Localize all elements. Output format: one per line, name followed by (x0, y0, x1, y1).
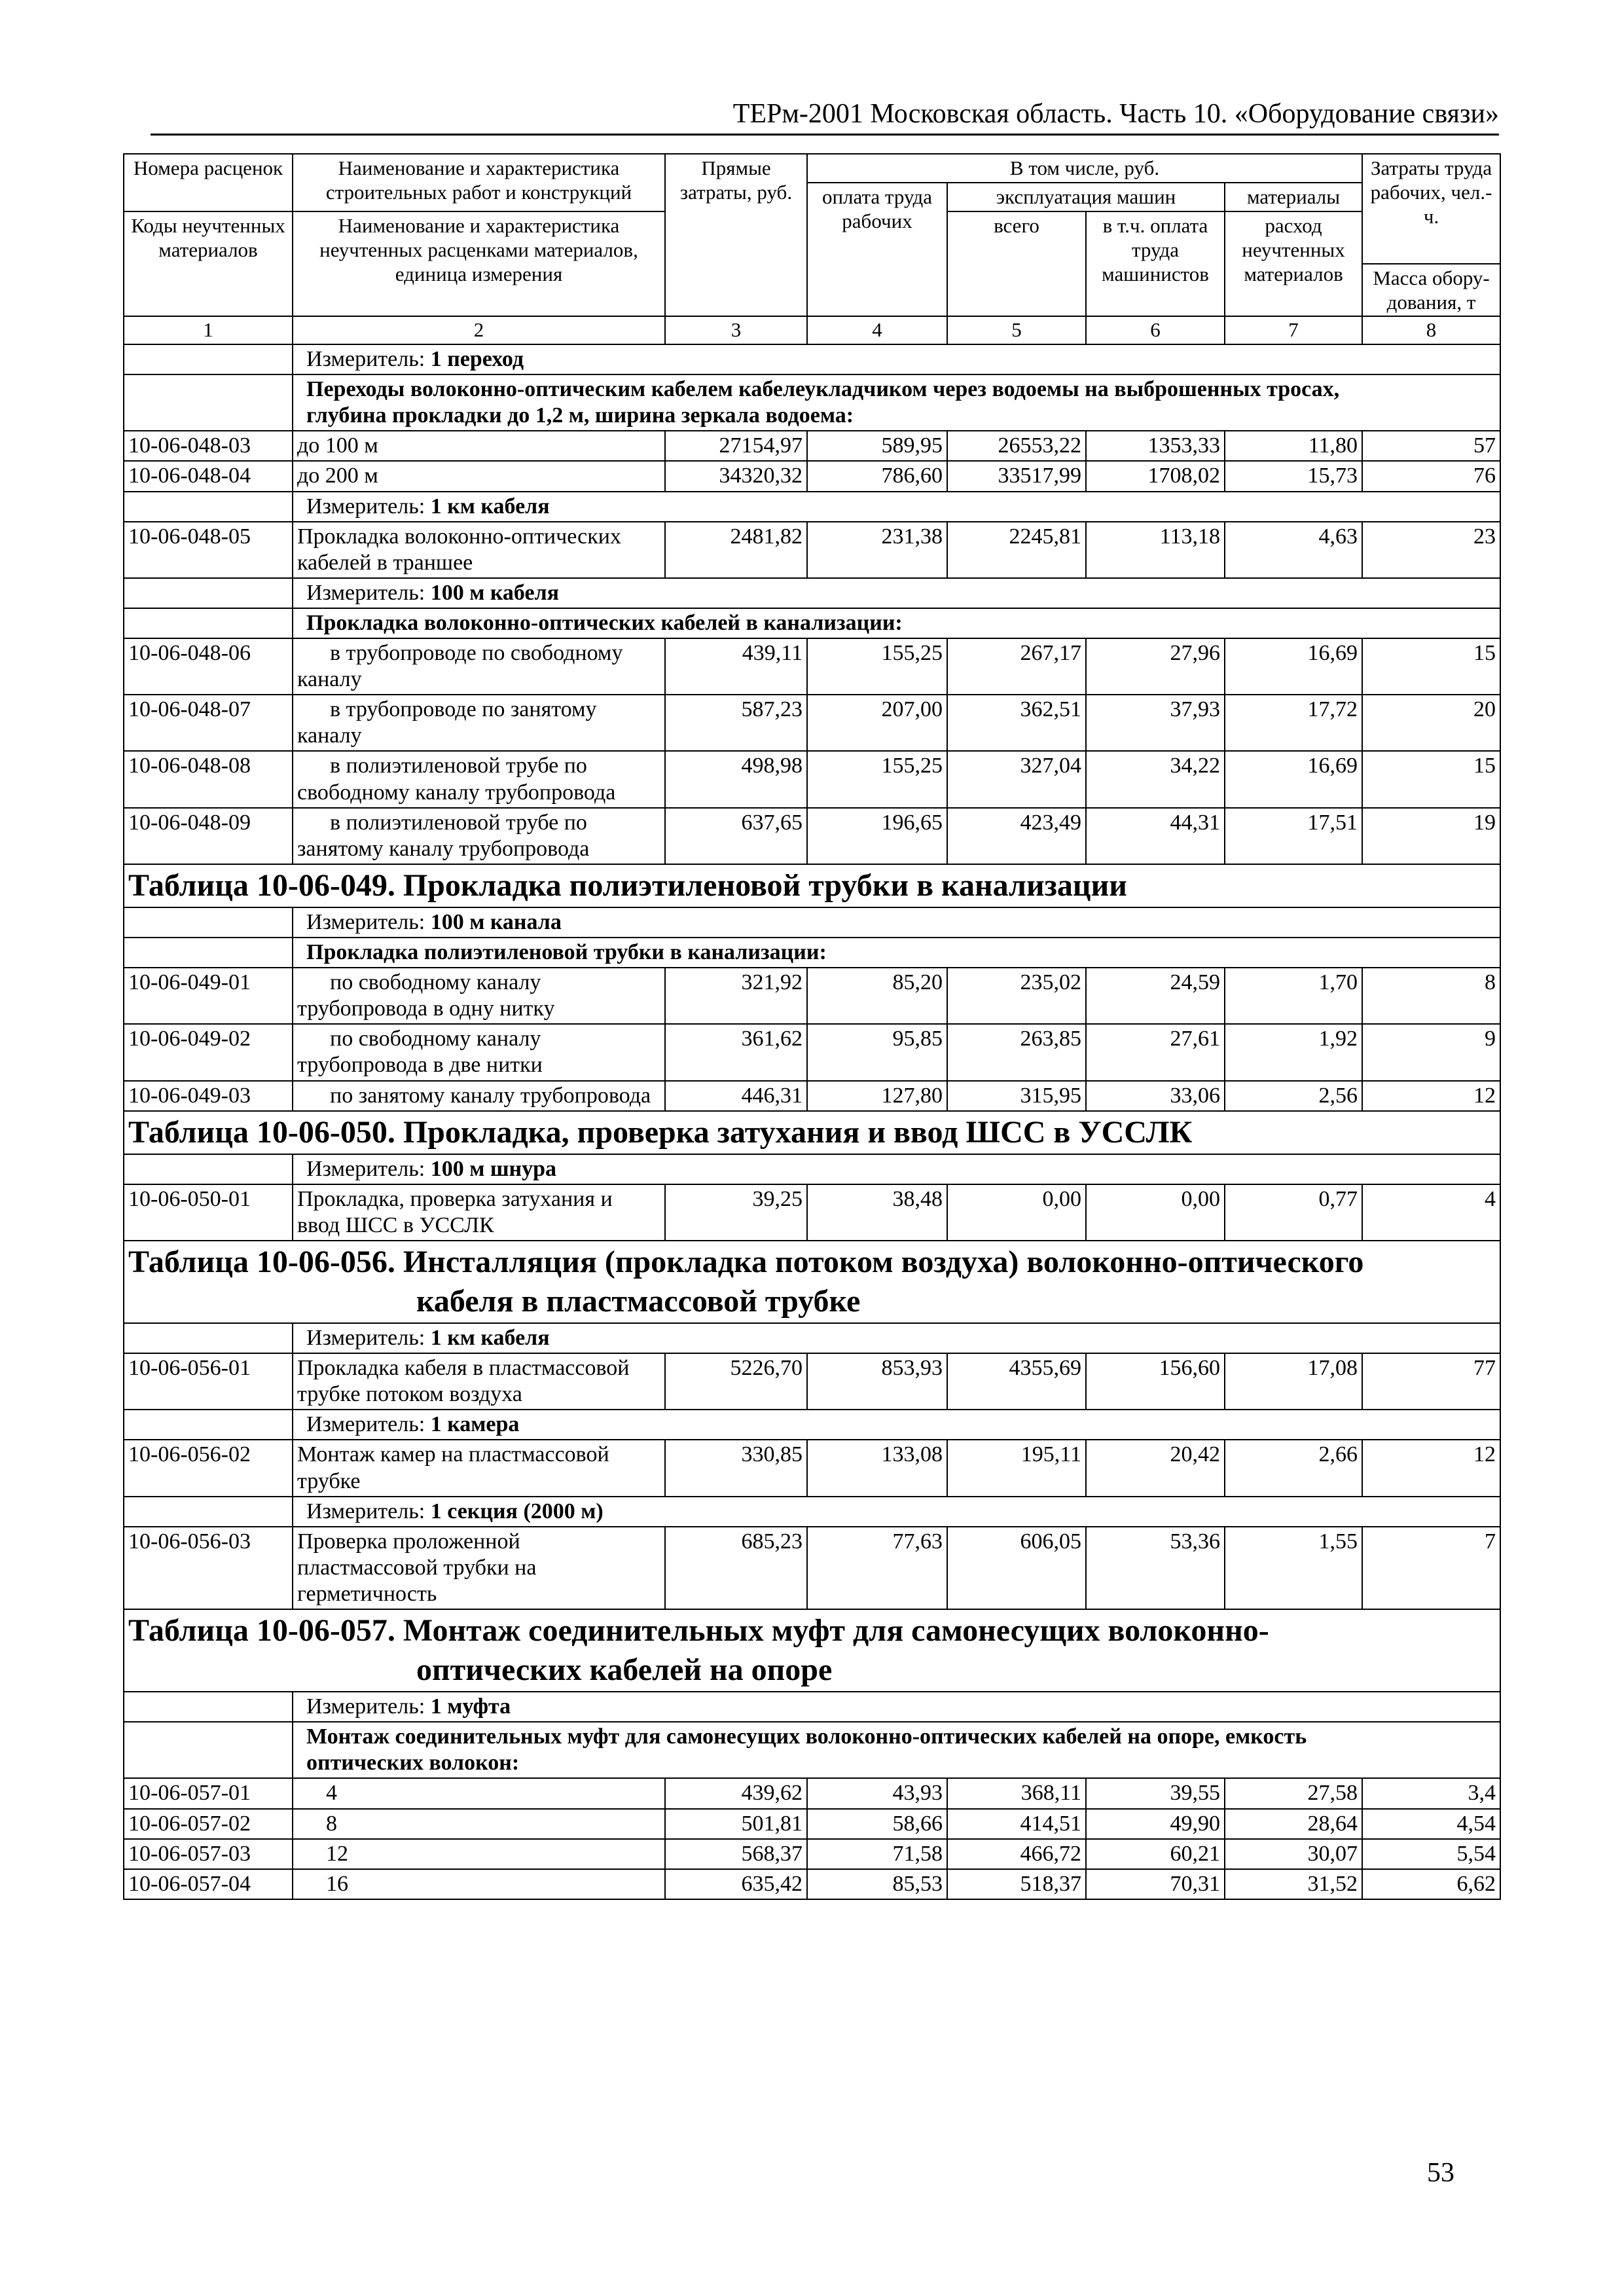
header-materials: материалы (1225, 183, 1362, 211)
table-title: Таблица 10-06-057. Монтаж соединительных муфт для самонесущих волоконно- оптических кабелей на опоре (124, 1609, 1500, 1692)
column-number: 1 (124, 316, 293, 344)
column-number: 2 (293, 316, 665, 344)
measure-row: Измеритель: 100 м кабеля (293, 578, 1500, 608)
header-worker-pay: оплата труда рабочих (807, 183, 947, 316)
column-number: 8 (1362, 316, 1500, 344)
header-labor-hours: Затраты труда рабочих, чел.-ч. (1362, 154, 1500, 264)
measure-row: Измеритель: 100 м канала (293, 907, 1500, 938)
table-title: Таблица 10-06-049. Прокладка полиэтиленовой трубки в канализации (124, 864, 1500, 907)
header-machinist-pay: в т.ч. оплата труда машинистов (1086, 211, 1225, 316)
table-row: 10-06-057-03 12 568,37 71,58 466,72 60,21 30,07 5,54 (124, 1839, 1500, 1869)
table-title: Таблица 10-06-050. Прокладка, проверка затухания и ввод ШСС в УССЛК (124, 1111, 1500, 1154)
table-row: 10-06-048-06 в трубопроводе по свободному каналу 439,11 155,25 267,17 27,96 16,69 15 (124, 638, 1500, 695)
table-row: 10-06-049-03 по занятому каналу трубопровода 446,31 127,80 315,95 33,06 2,56 12 (124, 1081, 1500, 1111)
measure-row: Измеритель: 1 км кабеля (293, 1323, 1500, 1353)
table-row: 10-06-057-01 4 439,62 43,93 368,11 39,55 27,58 3,4 (124, 1778, 1500, 1808)
measure-row: Измеритель: 1 камера (293, 1410, 1500, 1440)
header-machines-total: всего (947, 211, 1086, 316)
column-number: 7 (1225, 316, 1362, 344)
running-header: ТЕРм-2001 Московская область. Часть 10. «Оборудование связи» (732, 99, 1499, 129)
table-row: 10-06-050-01 Прокладка, проверка затухания и ввод ШСС в УССЛК 39,25 38,48 0,00 0,00 0,77 4 (124, 1184, 1500, 1241)
measure-row: Измеритель: 1 переход (293, 344, 1500, 374)
table-row: 10-06-057-04 16 635,42 85,53 518,37 70,31 31,52 6,62 (124, 1869, 1500, 1899)
header-equipment-mass: Масса обору-дования, т (1362, 264, 1500, 316)
column-number: 3 (665, 316, 807, 344)
header-material-names: Наименование и характеристика неучтенных расценками материалов, единица измерения (293, 211, 665, 316)
table-row: 10-06-056-03 Проверка проложенной пластмассовой трубки на герметичность 685,23 77,63 606,05 53,36 1,55 7 (124, 1527, 1500, 1609)
table-row: 10-06-049-02 по свободному каналу трубопровода в две нитки 361,62 95,85 263,85 27,61 1,92 9 (124, 1024, 1500, 1080)
header-material-codes: Коды неучтенных материалов (124, 211, 293, 316)
header-work-name: Наименование и характеристика строительных работ и конструкций (293, 154, 665, 211)
rates-table (123, 153, 1501, 1900)
header-direct-costs: Прямые затраты, руб. (665, 154, 807, 316)
table-row: 10-06-056-01 Прокладка кабеля в пластмассовой трубке потоком воздуха 5226,70 853,93 4355,69 156,60 17,08 77 (124, 1353, 1500, 1410)
table-title: Таблица 10-06-056. Инсталляция (прокладка потоком воздуха) волоконно-оптического кабеля в пластмассовой трубке (124, 1241, 1500, 1323)
section-heading: Прокладка волоконно-оптических кабелей в канализации: (293, 608, 1500, 638)
measure-row: Измеритель: 1 секция (2000 м) (293, 1497, 1500, 1527)
table-row: 10-06-048-04 до 200 м 34320,32 786,60 33517,99 1708,02 15,73 76 (124, 461, 1500, 491)
table-row: 10-06-048-05 Прокладка волоконно-оптических кабелей в траншее 2481,82 231,38 2245,81 113,18 4,63 23 (124, 522, 1500, 578)
table-row: 10-06-048-03 до 100 м 27154,97 589,95 26553,22 1353,33 11,80 57 (124, 431, 1500, 461)
table-row: 10-06-057-02 8 501,81 58,66 414,51 49,90 28,64 4,54 (124, 1809, 1500, 1839)
table-row: 10-06-048-08 в полиэтиленовой трубе по свободному каналу трубопровода 498,98 155,25 327,04 34,22 16,69 15 (124, 751, 1500, 807)
header-rule (151, 134, 1499, 136)
table-row: 10-06-049-01 по свободному каналу трубопровода в одну нитку 321,92 85,20 235,02 24,59 1,70 8 (124, 968, 1500, 1024)
page-number: 53 (1427, 2158, 1454, 2188)
measure-row: Измеритель: 1 муфта (293, 1692, 1500, 1722)
section-heading: Монтаж соединительных муфт для самонесущих волоконно-оптических кабелей на опоре, емкость оптических волокон: (293, 1722, 1500, 1778)
measure-row: Измеритель: 100 м шнура (293, 1154, 1500, 1184)
section-heading: Переходы волоконно-оптическим кабелем кабелеукладчиком через водоемы на выброшенных тросах, глубина прокладки до 1,2 м, ширина зеркала водоема: (293, 374, 1500, 431)
header-unaccounted-materials: расход неучтенных материалов (1225, 211, 1362, 316)
column-number: 6 (1086, 316, 1225, 344)
column-number: 5 (947, 316, 1086, 344)
section-heading: Прокладка полиэтиленовой трубки в канализации: (293, 938, 1500, 968)
table-row: 10-06-056-02 Монтаж камер на пластмассовой трубке 330,85 133,08 195,11 20,42 2,66 12 (124, 1440, 1500, 1496)
header-machines: эксплуатация машин (947, 183, 1225, 211)
column-number: 4 (807, 316, 947, 344)
header-including: В том числе, руб. (807, 154, 1362, 183)
header-rate-numbers: Номера расценок (124, 154, 293, 211)
table-row: 10-06-048-09 в полиэтиленовой трубе по занятому каналу трубопровода 637,65 196,65 423,49 44,31 17,51 19 (124, 808, 1500, 864)
measure-row: Измеритель: 1 км кабеля (293, 492, 1500, 522)
table-row: 10-06-048-07 в трубопроводе по занятому каналу 587,23 207,00 362,51 37,93 17,72 20 (124, 695, 1500, 751)
